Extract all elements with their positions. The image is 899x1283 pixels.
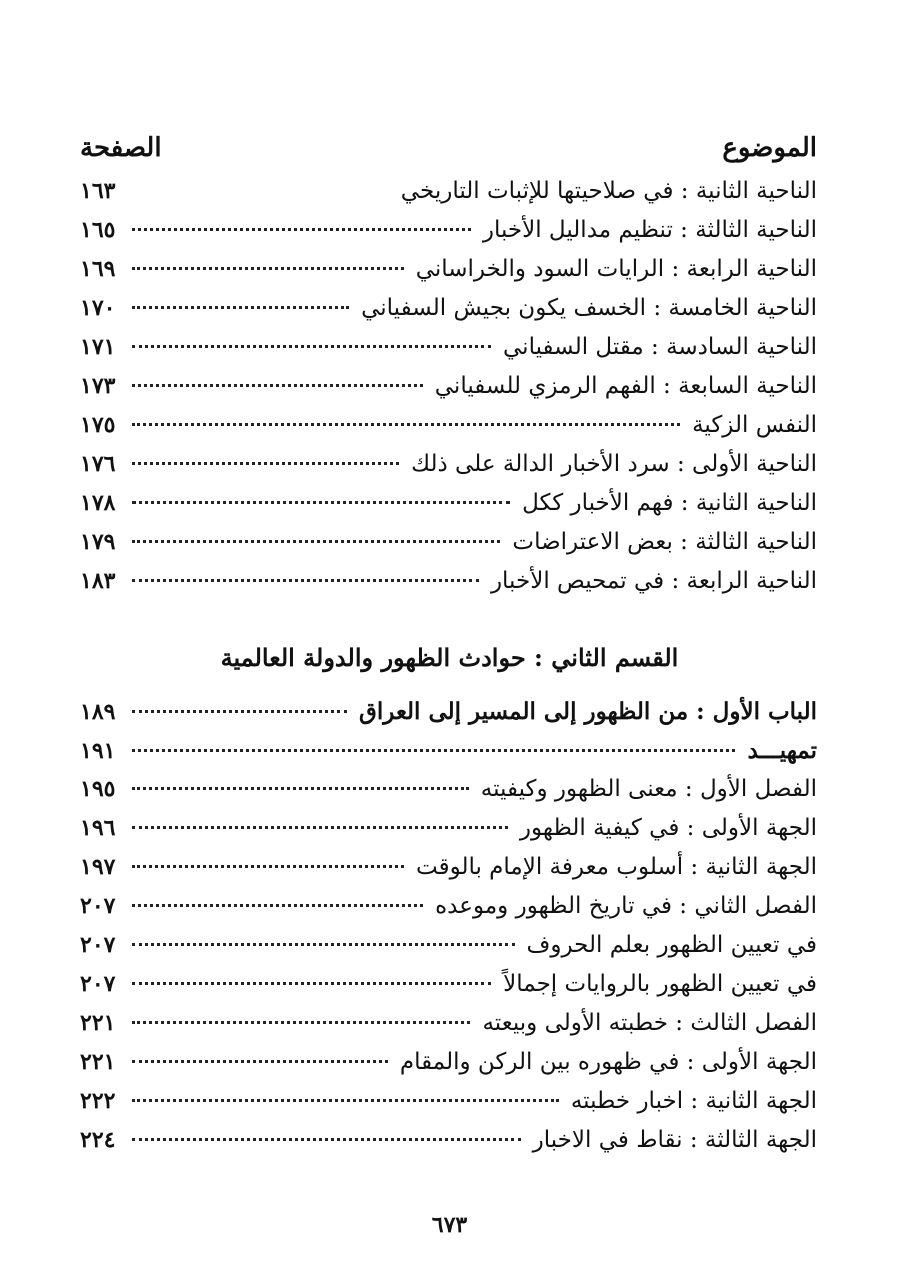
toc-row [80,1043,817,1082]
toc-entry-title: الجهة الأولى : في كيفية الظهور [519,815,817,841]
toc-row [80,809,817,848]
toc-page-number: ١٩١ [80,738,116,764]
toc-page-number: ١٩٥ [80,776,116,802]
dot-leader [132,579,479,582]
toc-row [80,406,817,445]
toc-row [80,1004,817,1043]
toc-row [80,731,817,770]
toc-entry-title: في تعيين الظهور بعلم الحروف [526,932,817,958]
toc-row [80,211,817,250]
toc-entry-title: النفس الزكية [692,412,817,438]
toc-page-number: ٢٢٢ [80,1088,116,1114]
toc-row [80,770,817,809]
toc-row [80,250,817,289]
toc-group-part-two [80,692,817,1160]
toc-row [80,484,817,523]
toc-entry-title: الناحية السادسة : مقتل السفياني [503,334,817,360]
toc-row [80,172,817,211]
toc-page-number: ١٧٩ [80,529,116,555]
toc-row [80,848,817,887]
column-headers [80,128,817,168]
dot-leader [132,787,469,790]
dot-leader [132,710,347,713]
dot-leader [132,1099,559,1102]
toc-row [80,328,817,367]
toc-page-number: ١٧٠ [80,295,116,321]
toc-page-number: ١٨٣ [80,568,116,594]
toc-page-number: ١٩٦ [80,815,116,841]
dot-leader [132,1021,470,1024]
toc-page-number: ١٩٧ [80,854,116,880]
toc-entry-title: الناحية السابعة : الفهم الرمزي للسفياني [434,373,817,399]
section-title: القسم الثاني : حوادث الظهور والدولة العالمية [220,643,679,672]
toc-page-number: ١٦٩ [80,256,116,282]
dot-leader [132,306,349,309]
toc-row [80,562,817,601]
toc-entry-title: الناحية الثالثة : تنظيم مداليل الأخبار [482,217,817,243]
toc-entry-title: الفصل الثالث : خطبته الأولى وبيعته [482,1010,817,1036]
dot-leader [132,982,491,985]
toc-entry-title: الناحية الرابعة : في تمحيص الأخبار [490,568,817,594]
toc-row [80,692,817,731]
toc-entry-title: الناحية الأولى : سرد الأخبار الدالة على ذلك [411,451,817,477]
dot-leader [132,943,515,946]
toc-page-number: ٢٠٧ [80,932,116,958]
subject-column-header: الموضوع [722,133,817,163]
toc-entry-title: الناحية الثانية : في صلاحيتها للإثبات التاريخي [400,178,817,204]
toc-entry-title: الجهة الثانية : أسلوب معرفة الإمام بالوقت [415,854,817,880]
dot-leader [132,904,423,907]
dot-leader [132,228,471,231]
dot-leader [132,423,680,426]
toc-row [80,1082,817,1121]
dot-leader [132,1060,388,1063]
toc-row [80,1121,817,1160]
dot-leader [132,749,735,752]
toc-row [80,289,817,328]
toc-entry-title: الناحية الرابعة : الرايات السود والخراساني [415,256,817,282]
toc-entry-title: الناحية الثالثة : بعض الاعتراضات [512,529,817,555]
dot-leader [132,462,399,465]
dot-leader [132,865,404,868]
toc-page-number: ١٧٥ [80,412,116,438]
toc-entry-title: الجهة الثانية : اخبار خطبته [570,1088,817,1114]
dot-leader [132,267,404,270]
toc-row [80,523,817,562]
toc-entry-title: الجهة الأولى : في ظهوره بين الركن والمقام [399,1049,817,1075]
toc-page-number: ٢٠٧ [80,971,116,997]
toc-entry-title: الجهة الثالثة : نقاط في الاخبار [532,1127,817,1153]
toc-entry-title: الباب الأول : من الظهور إلى المسير إلى العراق [359,698,817,725]
dot-leader [132,501,510,504]
dot-leader [132,540,500,543]
toc-page-number: ٢٠٧ [80,893,116,919]
toc-page-number: ١٨٩ [80,699,116,725]
dot-leader [132,826,508,829]
toc-page-number: ١٧١ [80,334,116,360]
toc-row [80,887,817,926]
page-number: ٦٧٣ [431,1212,468,1238]
toc-row [80,367,817,406]
toc-page-number: ١٧٦ [80,451,116,477]
toc-entry-title: تمهيـــد [747,737,817,764]
toc-entry-title: في تعيين الظهور بالروايات إجمالاً [503,971,817,997]
toc-row [80,445,817,484]
page-column-header: الصفحة [80,133,162,163]
dot-leader [132,384,423,387]
toc-page-number: ٢٢١ [80,1010,116,1036]
toc-row [80,926,817,965]
toc-page-number: ١٧٨ [80,490,116,516]
toc-entry-title: الفصل الثاني : في تاريخ الظهور وموعده [435,893,817,919]
dot-leader [132,345,491,348]
toc-group-part-one [80,172,817,601]
toc-entry-title: الناحية الثانية : فهم الأخبار ككل [522,490,817,516]
toc-page-number: ١٦٥ [80,217,116,243]
dot-leader [132,1138,521,1141]
toc-row [80,965,817,1004]
toc-page-number: ١٦٣ [80,178,116,204]
toc-entry-title: الفصل الأول : معنى الظهور وكيفيته [480,776,817,802]
toc-page-number: ٢٢٤ [80,1127,116,1153]
toc-entry-title: الناحية الخامسة : الخسف يكون بجيش السفياني [361,295,817,321]
toc-page-number: ١٧٣ [80,373,116,399]
toc-page-number: ٢٢١ [80,1049,116,1075]
